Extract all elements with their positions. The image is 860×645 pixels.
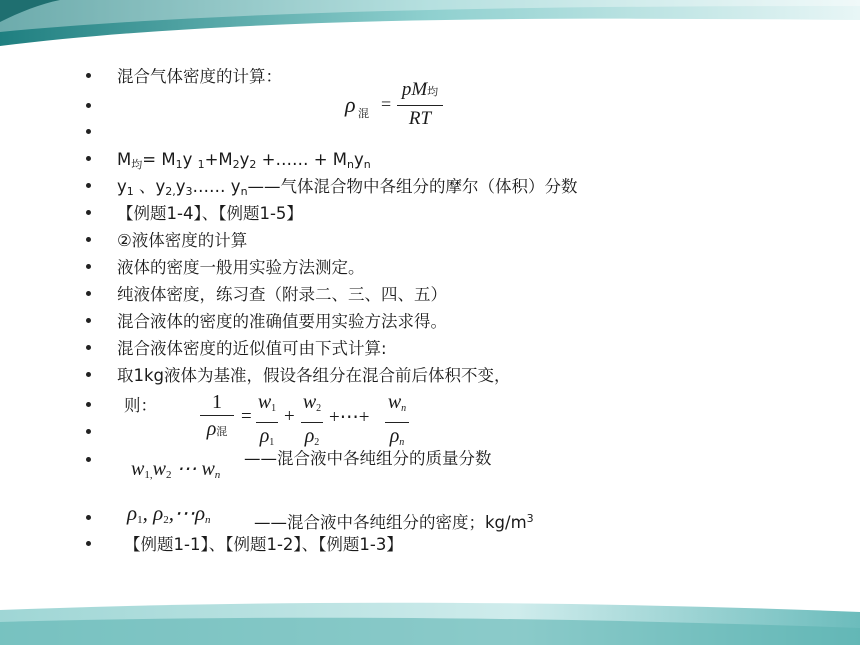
line-text: 【例题1-1】、【例题1-2】、【例题1-3】	[124, 535, 403, 554]
bullet-icon	[86, 264, 91, 269]
liquid-density-formula: 1 ρ混 = $w_1$ $\rho_1$ + $w_2$ $\rho_2$ +⋯+ $w_n$ $\rho_n$	[200, 390, 430, 450]
bullet-icon	[86, 372, 91, 377]
bullet-icon	[86, 318, 91, 323]
bullet-icon	[86, 183, 91, 188]
line-text: 【例题1-4】、【例题1-5】	[117, 204, 303, 223]
bullet-icon	[86, 402, 91, 407]
line-4	[0, 149, 860, 175]
line-text: ——混合液中各纯组分的质量分数	[244, 449, 492, 468]
mole-fraction-definition: $y_1$ 、$y_{2,}y_3\dots\dots$ $y_n——$气体混合物中各组分的摩尔（体积）分数	[117, 177, 578, 198]
line-8	[0, 257, 860, 283]
line-text: 混合气体密度的计算：	[117, 67, 282, 86]
line-12	[0, 365, 860, 391]
line-13	[0, 395, 860, 421]
bullet-icon	[86, 457, 91, 462]
line-16	[0, 501, 860, 534]
line-3	[0, 122, 860, 148]
bullet-icon	[86, 129, 91, 134]
line-text: 则：	[124, 396, 157, 415]
line-10	[0, 311, 860, 337]
line-9	[0, 284, 860, 310]
line-text: ②液体密度的计算	[117, 231, 248, 250]
line-text: ——混合液中各纯组分的密度；$kg/m^3$	[254, 512, 534, 532]
bullet-icon	[86, 237, 91, 242]
bullet-icon	[86, 429, 91, 434]
bullet-icon	[86, 291, 91, 296]
bullet-icon	[86, 103, 91, 108]
line-15	[0, 450, 860, 476]
line-5	[0, 176, 860, 202]
bullet-icon	[86, 156, 91, 161]
bullet-icon	[86, 210, 91, 215]
bullet-icon	[86, 515, 91, 520]
bullet-icon	[86, 345, 91, 350]
line-text: 混合液体的密度的准确值要用实验方法求得。	[117, 312, 447, 331]
bullet-icon	[86, 541, 91, 546]
mean-molar-mass-formula: $M_均= M_1y$ $_1+M_2y_2$ +…… + $M_ny_n$	[117, 150, 371, 171]
density-symbols: $\rho_1$, $\rho_2,\cdots\rho_n$	[127, 501, 211, 526]
line-text: 取1kg液体为基准，假设各组分在混合前后体积不变，	[117, 366, 511, 385]
line-7	[0, 230, 860, 256]
line-14	[0, 422, 860, 448]
line-text: 液体的密度一般用实验方法测定。	[117, 258, 365, 277]
line-11	[0, 338, 860, 364]
line-17	[0, 534, 860, 560]
bullet-icon	[86, 73, 91, 78]
line-text: 纯液体密度，练习查（附录二、三、四、五）	[117, 285, 447, 304]
mass-fraction-symbols: $w_{1,}w_2$ ⋯ $w_n$	[131, 458, 221, 481]
line-text: 混合液体密度的近似值可由下式计算:	[117, 339, 387, 358]
line-6	[0, 203, 860, 229]
gas-density-formula: ρ 混 = pM均 RT	[345, 78, 465, 134]
